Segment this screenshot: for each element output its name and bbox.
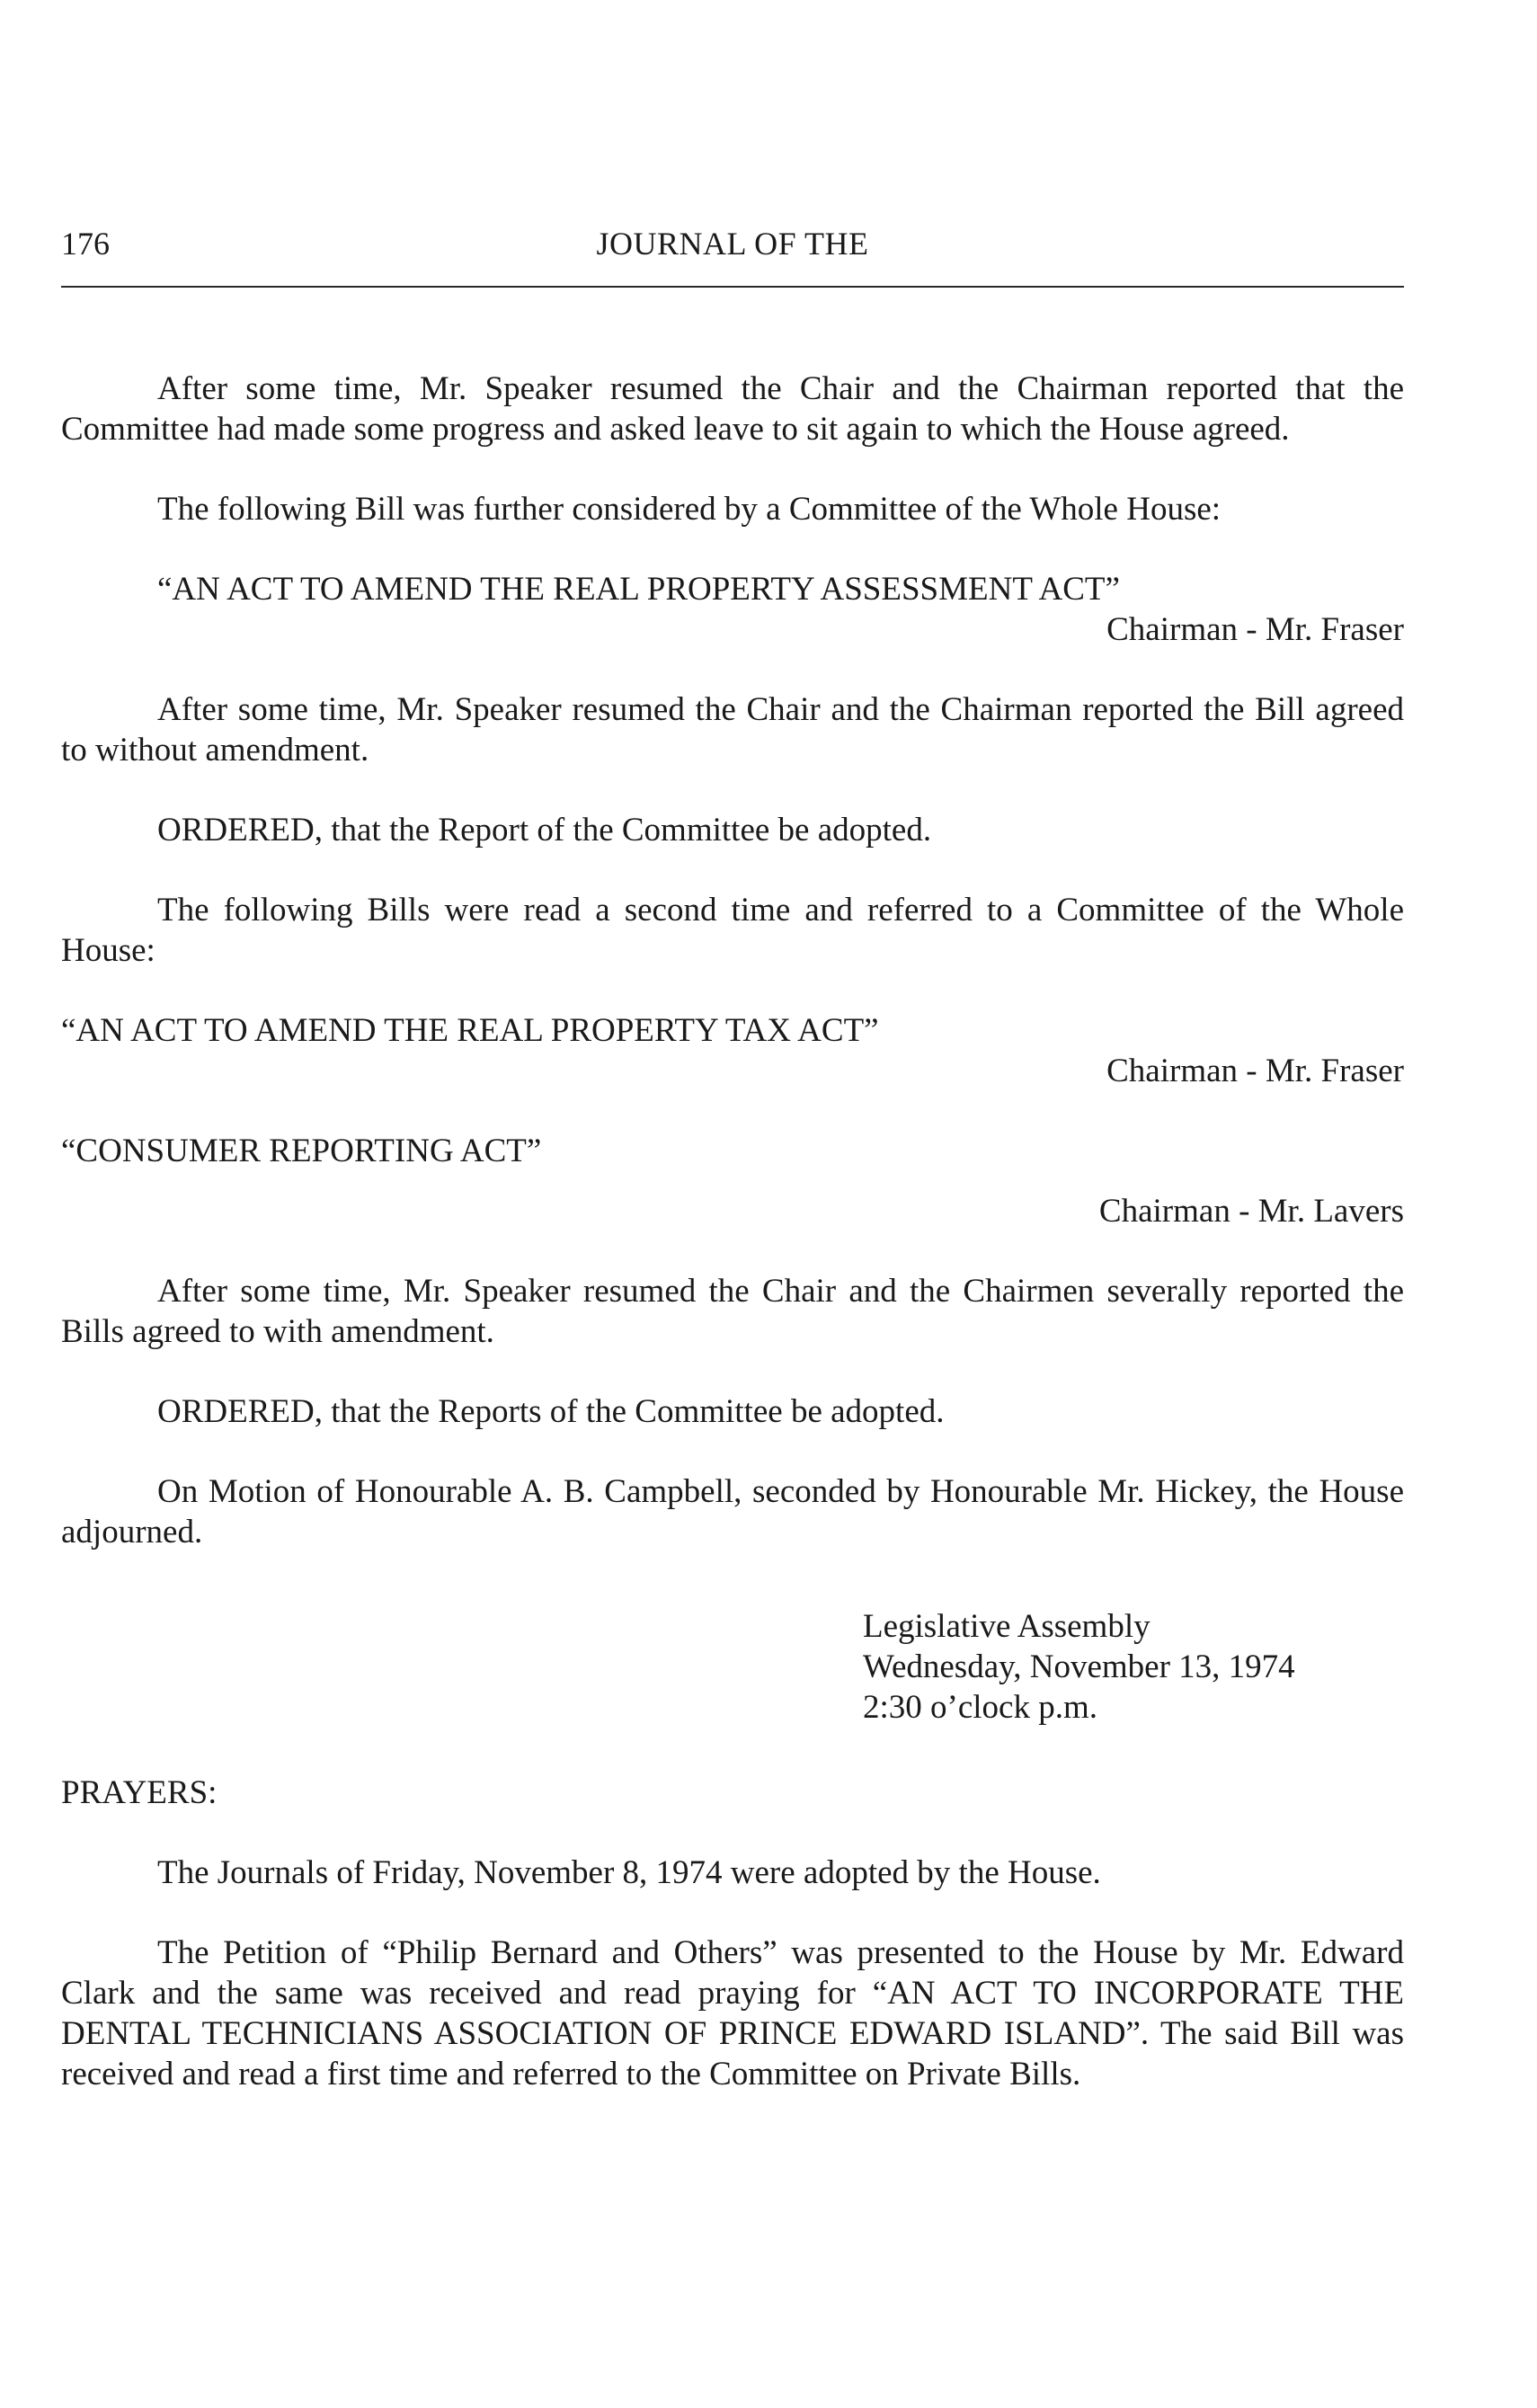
chairman-fraser-2: Chairman - Mr. Fraser: [1106, 1053, 1404, 1089]
bill-title-consumer-reporting: “CONSUMER REPORTING ACT”: [61, 1133, 542, 1169]
paragraph-journals-adopted: The Journals of Friday, November 8, 1974 were adopted by the House.: [157, 1854, 1101, 1891]
bill-title-assessment-act: “AN ACT TO AMEND THE REAL PROPERTY ASSESSMENT ACT”: [157, 571, 1120, 608]
paragraph-second-reading: The following Bills were read a second time and referred to a Committee of the Whole House:: [61, 892, 1404, 969]
running-head: JOURNAL OF THE: [596, 226, 869, 262]
dateline-assembly: Legislative Assembly: [863, 1608, 1151, 1645]
sitting-dateline: [863, 1606, 1404, 1728]
journal-body: [61, 369, 1404, 2094]
page-number: 176: [61, 226, 110, 262]
paragraph-adjourned: On Motion of Honourable A. B. Campbell, seconded by Honourable Mr. Hickey, the House adjourned.: [61, 1473, 1404, 1551]
paragraph-bill-agreed: After some time, Mr. Speaker resumed the Chair and the Chairman reported the Bill agreed to without amendment.: [61, 691, 1404, 769]
header-rule: [61, 286, 1404, 288]
paragraph-committee-progress: After some time, Mr. Speaker resumed the Chair and the Chairman reported that the Committee had made some progress and asked leave to sit again to which the House agreed.: [61, 370, 1404, 448]
bill-title-tax-act: “AN ACT TO AMEND THE REAL PROPERTY TAX ACT”: [61, 1012, 879, 1049]
paragraph-petition: The Petition of “Philip Bernard and Others” was presented to the House by Mr. Edward Clark and the same was received and read praying for “AN ACT TO INCORPORATE THE DENTAL TECHNICIANS ASSOCIATION OF PRINCE EDWARD ISLAND”. The said Bill was received and read a first time and referred to the Committee on Private Bills.: [61, 1934, 1404, 2093]
prayers-heading: PRAYERS:: [61, 1774, 218, 1811]
dateline-time: 2:30 o’clock p.m.: [863, 1689, 1098, 1726]
paragraph-ordered-reports: ORDERED, that the Reports of the Committee be adopted.: [157, 1393, 945, 1430]
chairman-lavers: Chairman - Mr. Lavers: [1098, 1193, 1404, 1230]
chairman-fraser-1: Chairman - Mr. Fraser: [1106, 611, 1404, 648]
paragraph-bill-considered: The following Bill was further considered by a Committee of the Whole House:: [157, 491, 1222, 528]
page-header: [61, 225, 1404, 270]
paragraph-ordered-report: ORDERED, that the Report of the Committee be adopted.: [157, 812, 932, 849]
dateline-date: Wednesday, November 13, 1974: [863, 1648, 1295, 1685]
paragraph-bills-amended: After some time, Mr. Speaker resumed the Chair and the Chairmen severally reported the Bills agreed to with amendment.: [61, 1273, 1404, 1350]
